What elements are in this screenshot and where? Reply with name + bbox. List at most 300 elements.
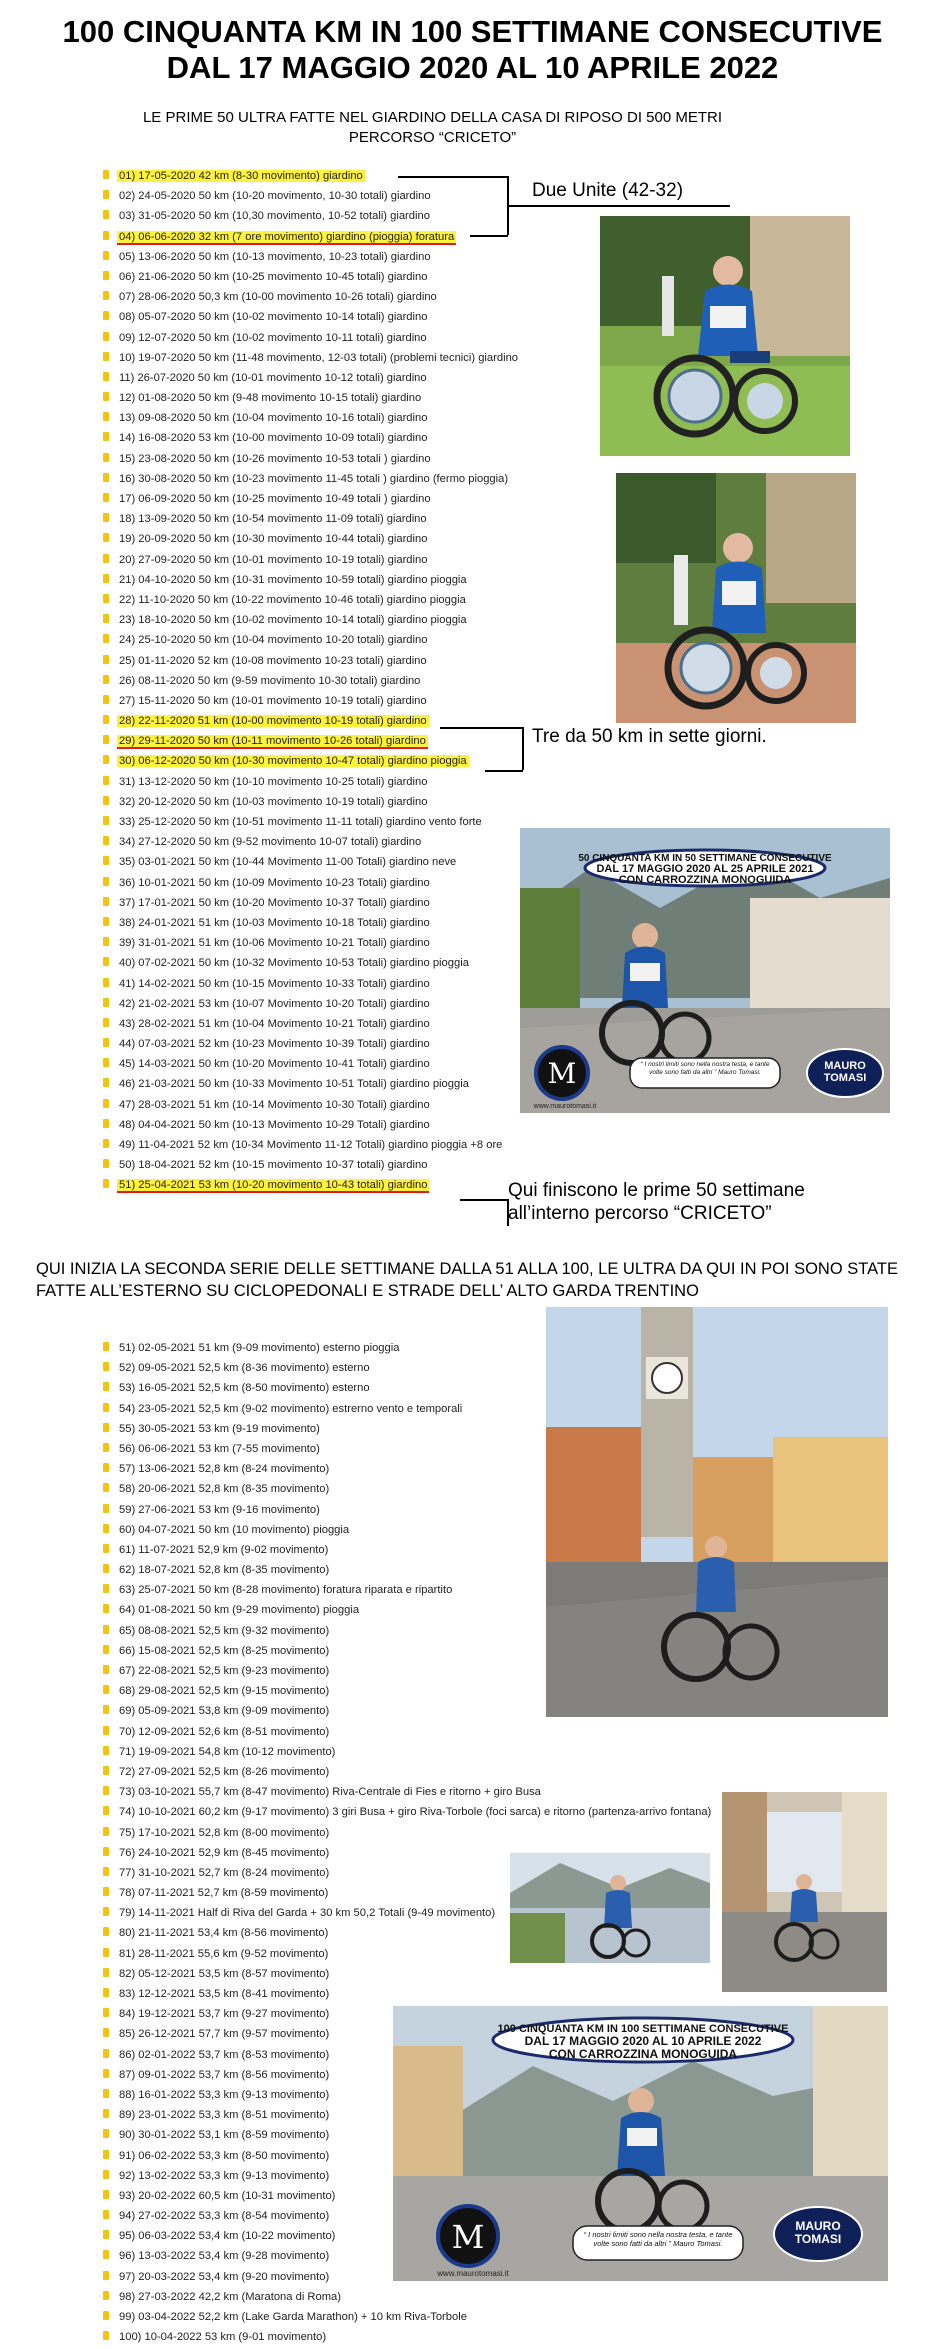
list-item-text: 71) 19-09-2021 54,8 km (10-12 movimento) bbox=[119, 1745, 336, 1758]
list-item-text: 72) 27-09-2021 52,5 km (8-26 movimento) bbox=[119, 1765, 330, 1778]
poster-2-url: www.maurotomasi.it bbox=[437, 2269, 509, 2278]
bullet-marker-icon bbox=[103, 453, 109, 462]
list-item bbox=[103, 2327, 713, 2347]
list-item-text: 100) 10-04-2022 53 km (9-01 movimento) bbox=[119, 2331, 327, 2344]
list-item-text: 98) 27-03-2022 42,2 km (Maratona di Roma) bbox=[119, 2290, 341, 2303]
poster-1-line-3: CON CARROZZINA MONOGUIDA bbox=[618, 874, 792, 886]
bullet-marker-icon bbox=[103, 2230, 109, 2239]
bullet-marker-icon bbox=[103, 2008, 109, 2017]
connector-line bbox=[470, 235, 508, 237]
list-item bbox=[103, 852, 520, 872]
list-item-text: 49) 11-04-2021 52 km (10-34 Movimento 11-12 Totali) giardino pioggia +8 ore bbox=[119, 1139, 503, 1151]
list-item-text: 90) 30-01-2022 53,1 km (8-59 movimento) bbox=[119, 2129, 330, 2142]
list-item-text: 06) 21-06-2020 50 km (10-25 movimento 10-45 totali) giardino bbox=[119, 270, 428, 283]
list-item bbox=[103, 832, 520, 852]
list-item bbox=[103, 1014, 520, 1034]
bullet-marker-icon bbox=[103, 1382, 109, 1391]
bullet-marker-icon bbox=[103, 957, 109, 966]
list-item bbox=[103, 933, 520, 953]
list-item bbox=[103, 1115, 520, 1135]
list-item-text: 51) 02-05-2021 51 km (9-09 movimento) esterno pioggia bbox=[119, 1342, 400, 1354]
bullet-marker-icon bbox=[103, 392, 109, 401]
poster-1-line-1: 50 CINQUANTA KM IN 50 SETTIMANE CONSECUTIVE bbox=[578, 853, 832, 864]
bullet-marker-icon bbox=[103, 735, 109, 744]
list-item-text: 40) 07-02-2021 50 km (10-32 Movimento 10-53 Totali) giardino pioggia bbox=[119, 957, 469, 970]
list-item bbox=[103, 1964, 713, 1984]
bullet-marker-icon bbox=[103, 1584, 109, 1593]
list-item bbox=[103, 368, 520, 388]
list-item bbox=[103, 893, 520, 913]
list-item bbox=[103, 2307, 713, 2327]
bullet-marker-icon bbox=[103, 2210, 109, 2219]
bullet-marker-icon bbox=[103, 836, 109, 845]
bullet-marker-icon bbox=[103, 1159, 109, 1168]
list-item-text: 35) 03-01-2021 50 km (10-44 Movimento 11-00 Totali) giardino neve bbox=[119, 856, 457, 869]
annotation-qui-finiscono-2: all’interno percorso “CRICETO” bbox=[508, 1203, 772, 1224]
bullet-marker-icon bbox=[103, 231, 109, 240]
poster-2-quote: “ I nostri limiti sono nella nostra testa, e tante volte sono fatti da altri ” Mauro Tomasi. bbox=[583, 2230, 733, 2248]
bullet-marker-icon bbox=[103, 1927, 109, 1936]
list-item bbox=[103, 751, 520, 771]
list-item-text: 55) 30-05-2021 53 km (9-19 movimento) bbox=[119, 1422, 320, 1435]
bullet-marker-icon bbox=[103, 1887, 109, 1896]
list-item-text: 01) 17-05-2020 42 km (8-30 movimento) giardino bbox=[119, 170, 363, 182]
list-item-text: 78) 07-11-2021 52,7 km (8-59 movimento) bbox=[119, 1887, 329, 1900]
list-item-text: 96) 13-03-2022 53,4 km (9-28 movimento) bbox=[119, 2250, 330, 2263]
connector-line bbox=[485, 770, 523, 772]
bullet-marker-icon bbox=[103, 755, 109, 764]
list-item bbox=[103, 873, 520, 893]
annotation-tre-da-50: Tre da 50 km in sette giorni. bbox=[532, 726, 767, 747]
list-item-text: 50) 18-04-2021 52 km (10-15 movimento 10-37 totali) giardino bbox=[119, 1159, 428, 1172]
connector-line bbox=[460, 1199, 507, 1201]
photo-garden-wheelchair-2 bbox=[616, 473, 856, 723]
list-item-text: 77) 31-10-2021 52,7 km (8-24 movimento) bbox=[119, 1866, 330, 1879]
list-item bbox=[103, 630, 520, 650]
bullet-marker-icon bbox=[103, 1524, 109, 1533]
list-item-text: 11) 26-07-2020 50 km (10-01 movimento 10-12 totali) giardino bbox=[119, 371, 427, 384]
list-item-text: 43) 28-02-2021 51 km (10-04 Movimento 10-21 Totali) giardino bbox=[119, 1017, 430, 1030]
bullet-marker-icon bbox=[103, 715, 109, 724]
bullet-marker-icon bbox=[103, 1968, 109, 1977]
list-item-text: 52) 09-05-2021 52,5 km (8-36 movimento) esterno bbox=[119, 1362, 370, 1375]
list-item bbox=[103, 287, 520, 307]
bullet-marker-icon bbox=[103, 1705, 109, 1714]
list-item-text: 12) 01-08-2020 50 km (9-48 movimento 10-15 totali) giardino bbox=[119, 392, 422, 405]
list-item-text: 42) 21-02-2021 53 km (10-07 Movimento 10-20 Totali) giardino bbox=[119, 997, 430, 1010]
connector-line bbox=[508, 205, 730, 207]
bullet-marker-icon bbox=[103, 856, 109, 865]
list-item-text: 65) 08-08-2021 52,5 km (9-32 movimento) bbox=[119, 1624, 330, 1637]
list-item-text: 53) 16-05-2021 52,5 km (8-50 movimento) esterno bbox=[119, 1382, 370, 1395]
bullet-marker-icon bbox=[103, 372, 109, 381]
list-item-text: 81) 28-11-2021 55,6 km (9-52 movimento) bbox=[119, 1947, 329, 1960]
bullet-marker-icon bbox=[103, 2331, 109, 2340]
bullet-marker-icon bbox=[103, 675, 109, 684]
list-item-text: 57) 13-06-2021 52,8 km (8-24 movimento) bbox=[119, 1463, 330, 1476]
list-item bbox=[103, 1054, 520, 1074]
bullet-marker-icon bbox=[103, 634, 109, 643]
list-item-text: 74) 10-10-2021 60,2 km (9-17 movimento) 3 giri Busa + giro Riva-Torbole (foci sarca) e ritorno (partenza-arrivo fontana) bbox=[119, 1806, 712, 1819]
poster-1-quote: “ I nostri limiti sono nella nostra testa, e tante volte sono fatti da altri ” Mauro Tomasi. bbox=[640, 1061, 770, 1076]
list-item-text: 46) 21-03-2021 50 km (10-33 Movimento 10-51 Totali) giardino pioggia bbox=[119, 1078, 469, 1091]
list-item-text: 75) 17-10-2021 52,8 km (8-00 movimento) bbox=[119, 1826, 330, 1839]
list-item-text: 07) 28-06-2020 50,3 km (10-00 movimento 10-26 totali) giardino bbox=[119, 291, 437, 304]
list-item-text: 09) 12-07-2020 50 km (10-02 movimento 10-11 totali) giardino bbox=[119, 331, 427, 344]
list-item-text: 60) 04-07-2021 50 km (10 movimento) pioggia bbox=[119, 1523, 350, 1536]
bullet-marker-icon bbox=[103, 1726, 109, 1735]
list-item-text: 94) 27-02-2022 53,3 km (8-54 movimento) bbox=[119, 2210, 330, 2223]
list-item bbox=[103, 1823, 713, 1843]
list-item bbox=[103, 1742, 713, 1762]
bullet-marker-icon bbox=[103, 190, 109, 199]
list-item-text: 54) 23-05-2021 52,5 km (9-02 movimento) estrerno vento e temporali bbox=[119, 1402, 463, 1415]
list-item-text: 69) 05-09-2021 53,8 km (9-09 movimento) bbox=[119, 1705, 330, 1718]
list-item bbox=[103, 731, 520, 751]
bullet-marker-icon bbox=[103, 473, 109, 482]
list-item bbox=[103, 1722, 713, 1742]
poster-1-line-2: DAL 17 MAGGIO 2020 AL 25 APRILE 2021 bbox=[596, 863, 814, 875]
list-item bbox=[103, 1762, 713, 1782]
list-item bbox=[103, 186, 520, 206]
bullet-marker-icon bbox=[103, 2069, 109, 2078]
list-item bbox=[103, 1802, 713, 1822]
list-item-text: 97) 20-03-2022 53,4 km (9-20 movimento) bbox=[119, 2270, 330, 2283]
bullet-marker-icon bbox=[103, 1483, 109, 1492]
list-item-text: 95) 06-03-2022 53,4 km (10-22 movimento) bbox=[119, 2230, 336, 2243]
bullet-marker-icon bbox=[103, 1645, 109, 1654]
list-item-text: 80) 21-11-2021 53,4 km (8-56 movimento) bbox=[119, 1927, 329, 1940]
bullet-marker-icon bbox=[103, 2271, 109, 2280]
list-item-text: 13) 09-08-2020 50 km (10-04 movimento 10-16 totali) giardino bbox=[119, 412, 428, 425]
logo-m-icon: M bbox=[451, 2218, 485, 2256]
list-item-text: 56) 06-06-2021 53 km (7-55 movimento) bbox=[119, 1442, 320, 1455]
list-item-text: 59) 27-06-2021 53 km (9-16 movimento) bbox=[119, 1503, 320, 1516]
list-item-text: 19) 20-09-2020 50 km (10-30 movimento 10-44 totali) giardino bbox=[119, 533, 428, 546]
list-item-text: 38) 24-01-2021 51 km (10-03 Movimento 10-18 Totali) giardino bbox=[119, 916, 430, 929]
bullet-marker-icon bbox=[103, 412, 109, 421]
list-item-text: 85) 26-12-2021 57,7 km (9-57 movimento) bbox=[119, 2028, 330, 2041]
list-item-text: 83) 12-12-2021 53,5 km (8-41 movimento) bbox=[119, 1988, 330, 2000]
list-item-text: 10) 19-07-2020 50 km (11-48 movimento, 12-03 totali) (problemi tecnici) giardino bbox=[119, 351, 519, 364]
list-item bbox=[103, 227, 520, 247]
list-item-text: 68) 29-08-2021 52,5 km (9-15 movimento) bbox=[119, 1685, 330, 1698]
list-item-text: 62) 18-07-2021 52,8 km (8-35 movimento) bbox=[119, 1564, 330, 1577]
bullet-marker-icon bbox=[103, 1179, 109, 1188]
list-item-text: 21) 04-10-2020 50 km (10-31 movimento 10-59 totali) giardino pioggia bbox=[119, 573, 467, 586]
list-item bbox=[103, 247, 520, 267]
list-item-text: 99) 03-04-2022 52,2 km (Lake Garda Marathon) + 10 km Riva-Torbole bbox=[119, 2311, 467, 2323]
list-item bbox=[103, 1034, 520, 1054]
list-item-text: 22) 11-10-2020 50 km (10-22 movimento 10-46 totali) giardino pioggia bbox=[119, 593, 466, 606]
bullet-marker-icon bbox=[103, 1625, 109, 1634]
bullet-marker-icon bbox=[103, 1786, 109, 1795]
bullet-marker-icon bbox=[103, 1119, 109, 1128]
poster-2-logo: MAURO TOMASI bbox=[794, 2220, 842, 2246]
bullet-marker-icon bbox=[103, 1604, 109, 1613]
list-item-text: 33) 25-12-2020 50 km (10-51 movimento 11-11 totali) giardino vento forte bbox=[119, 816, 482, 828]
list-item bbox=[103, 267, 520, 287]
bullet-marker-icon bbox=[103, 776, 109, 785]
list-item-text: 31) 13-12-2020 50 km (10-10 movimento 10-25 totali) giardino bbox=[119, 775, 428, 788]
photo-riva-piazza-tower bbox=[546, 1307, 888, 1717]
list-item-text: 20) 27-09-2020 50 km (10-01 movimento 10-19 totali) giardino bbox=[119, 553, 428, 566]
first-series-list bbox=[103, 166, 520, 1196]
list-item bbox=[103, 953, 520, 973]
list-item-text: 02) 24-05-2020 50 km (10-20 movimento, 10-30 totali) giardino bbox=[119, 190, 431, 203]
bullet-marker-icon bbox=[103, 210, 109, 219]
section-2-heading: QUI INIZIA LA SECONDA SERIE DELLE SETTIMANE DALLA 51 ALLA 100, LE ULTRA DA QUI IN POI SONO STATE FATTE ALL’ESTERNO SU CICLOPEDONALI E STRADE DELL’ ALTO GARDA TRENTINO bbox=[36, 1260, 898, 1300]
poster-50-settimane bbox=[520, 828, 890, 1113]
bullet-marker-icon bbox=[103, 1058, 109, 1067]
list-item bbox=[103, 489, 520, 509]
list-item bbox=[103, 1175, 520, 1195]
list-item-text: 15) 23-08-2020 50 km (10-26 movimento 10-53 totali ) giardino bbox=[119, 452, 431, 465]
list-item-text: 34) 27-12-2020 50 km (9-52 movimento 10-07 totali) giardino bbox=[119, 836, 422, 849]
bullet-marker-icon bbox=[103, 796, 109, 805]
list-item-text: 45) 14-03-2021 50 km (10-20 Movimento 10-41 Totali) giardino bbox=[119, 1058, 430, 1071]
list-item bbox=[103, 550, 520, 570]
bullet-marker-icon bbox=[103, 1504, 109, 1513]
list-item-text: 05) 13-06-2020 50 km (10-13 movimento, 10-23 totali) giardino bbox=[119, 250, 431, 263]
bullet-marker-icon bbox=[103, 655, 109, 664]
bullet-marker-icon bbox=[103, 1423, 109, 1432]
bullet-marker-icon bbox=[103, 978, 109, 987]
bullet-marker-icon bbox=[103, 1806, 109, 1815]
bullet-marker-icon bbox=[103, 574, 109, 583]
list-item-text: 84) 19-12-2021 53,7 km (9-27 movimento) bbox=[119, 2008, 330, 2021]
list-item bbox=[103, 792, 520, 812]
bullet-marker-icon bbox=[103, 2311, 109, 2320]
list-item bbox=[103, 469, 520, 489]
poster-100-settimane bbox=[393, 2006, 888, 2281]
bullet-marker-icon bbox=[103, 897, 109, 906]
photo-garden-wheelchair-1 bbox=[600, 216, 850, 456]
bullet-marker-icon bbox=[103, 271, 109, 280]
list-item bbox=[103, 529, 520, 549]
photo-lake-wheelchair bbox=[510, 1853, 710, 1963]
list-item-text: 26) 08-11-2020 50 km (9-59 movimento 10-30 totali) giardino bbox=[119, 674, 421, 687]
list-item bbox=[103, 913, 520, 933]
list-item-text: 32) 20-12-2020 50 km (10-03 movimento 10-19 totali) giardino bbox=[119, 795, 428, 808]
bullet-marker-icon bbox=[103, 1139, 109, 1148]
bullet-marker-icon bbox=[103, 1099, 109, 1108]
list-item-text: 91) 06-02-2022 53,3 km (8-50 movimento) bbox=[119, 2149, 330, 2162]
list-item-text: 86) 02-01-2022 53,7 km (8-53 movimento) bbox=[119, 2048, 330, 2061]
list-item-text: 51) 25-04-2021 53 km (10-20 movimento 10-43 totali) giardino bbox=[119, 1179, 428, 1192]
connector-line bbox=[522, 727, 524, 770]
bullet-marker-icon bbox=[103, 332, 109, 341]
list-item-text: 76) 24-10-2021 52,9 km (8-45 movimento) bbox=[119, 1846, 330, 1859]
list-item-text: 41) 14-02-2021 50 km (10-15 Movimento 10-33 Totali) giardino bbox=[119, 977, 430, 990]
bullet-marker-icon bbox=[103, 533, 109, 542]
poster-2-line-1: 100 CINQUANTA KM IN 100 SETTIMANE CONSECUTIVE bbox=[497, 2023, 789, 2035]
list-item-text: 92) 13-02-2022 53,3 km (9-13 movimento) bbox=[119, 2169, 330, 2182]
bullet-marker-icon bbox=[103, 493, 109, 502]
list-item bbox=[103, 994, 520, 1014]
bullet-marker-icon bbox=[103, 311, 109, 320]
list-item bbox=[103, 1074, 520, 1094]
bullet-marker-icon bbox=[103, 170, 109, 179]
bullet-marker-icon bbox=[103, 1988, 109, 1997]
bullet-marker-icon bbox=[103, 513, 109, 522]
bullet-marker-icon bbox=[103, 1948, 109, 1957]
list-item-text: 16) 30-08-2020 50 km (10-23 movimento 11-45 totali ) giardino (fermo pioggia) bbox=[119, 472, 509, 485]
list-item-text: 93) 20-02-2022 60,5 km (10-31 movimento) bbox=[119, 2189, 336, 2202]
bullet-marker-icon bbox=[103, 1564, 109, 1573]
list-item bbox=[103, 428, 520, 448]
page-title-line-1: 100 CINQUANTA KM IN 100 SETTIMANE CONSECUTIVE bbox=[62, 14, 883, 49]
bullet-marker-icon bbox=[103, 1746, 109, 1755]
connector-line bbox=[398, 176, 508, 178]
list-item-text: 70) 12-09-2021 52,6 km (8-51 movimento) bbox=[119, 1725, 330, 1738]
list-item-text: 36) 10-01-2021 50 km (10-09 Movimento 10-23 Totali) giardino bbox=[119, 876, 430, 889]
list-item bbox=[103, 1135, 520, 1155]
list-item-text: 73) 03-10-2021 55,7 km (8-47 movimento) Riva-Centrale di Fies e ritorno + giro Busa bbox=[119, 1786, 541, 1799]
list-item-text: 87) 09-01-2022 53,7 km (8-56 movimento) bbox=[119, 2068, 330, 2081]
poster-2-line-3: CON CARROZZINA MONOGUIDA bbox=[548, 2047, 738, 2061]
list-item bbox=[103, 328, 520, 348]
list-item-text: 08) 05-07-2020 50 km (10-02 movimento 10-14 totali) giardino bbox=[119, 311, 428, 324]
list-item-text: 61) 11-07-2021 52,9 km (9-02 movimento) bbox=[119, 1543, 329, 1556]
list-item-text: 28) 22-11-2020 51 km (10-00 movimento 10-19 totali) giardino bbox=[119, 715, 427, 728]
bullet-marker-icon bbox=[103, 2150, 109, 2159]
list-item-text: 48) 04-04-2021 50 km (10-13 Movimento 10-29 Totali) giardino bbox=[119, 1118, 430, 1131]
list-item-text: 89) 23-01-2022 53,3 km (8-51 movimento) bbox=[119, 2109, 330, 2122]
bullet-marker-icon bbox=[103, 2028, 109, 2037]
bullet-marker-icon bbox=[103, 1544, 109, 1553]
list-item-text: 82) 05-12-2021 53,5 km (8-57 movimento) bbox=[119, 1967, 330, 1980]
poster-1-url: www.maurotomasi.it bbox=[533, 1103, 597, 1110]
poster-2-line-2: DAL 17 MAGGIO 2020 AL 10 APRILE 2022 bbox=[524, 2034, 762, 2048]
bullet-marker-icon bbox=[103, 2190, 109, 2199]
list-item-text: 30) 06-12-2020 50 km (10-30 movimento 10-47 totali) giardino pioggia bbox=[119, 755, 467, 768]
bullet-marker-icon bbox=[103, 291, 109, 300]
list-item-text: 58) 20-06-2021 52,8 km (8-35 movimento) bbox=[119, 1483, 330, 1496]
page-title-line-2: DAL 17 MAGGIO 2020 AL 10 APRILE 2022 bbox=[166, 50, 779, 85]
list-item-text: 25) 01-11-2020 52 km (10-08 movimento 10-23 totali) giardino bbox=[119, 654, 427, 667]
list-item bbox=[103, 590, 520, 610]
list-item bbox=[103, 1155, 520, 1175]
list-item bbox=[103, 348, 520, 368]
list-item bbox=[103, 206, 520, 226]
bullet-marker-icon bbox=[103, 594, 109, 603]
bullet-marker-icon bbox=[103, 1665, 109, 1674]
bullet-marker-icon bbox=[103, 1766, 109, 1775]
list-item-text: 24) 25-10-2020 50 km (10-04 movimento 10-20 totali) giardino bbox=[119, 634, 428, 647]
bullet-marker-icon bbox=[103, 2089, 109, 2098]
list-item bbox=[103, 812, 520, 832]
list-item bbox=[103, 671, 520, 691]
list-item bbox=[103, 388, 520, 408]
bullet-marker-icon bbox=[103, 1907, 109, 1916]
subtitle-line-1: LE PRIME 50 ULTRA FATTE NEL GIARDINO DELLA CASA DI RIPOSO DI 500 METRI bbox=[142, 109, 723, 126]
bullet-marker-icon bbox=[103, 937, 109, 946]
bullet-marker-icon bbox=[103, 877, 109, 886]
bullet-marker-icon bbox=[103, 1463, 109, 1472]
list-item-text: 63) 25-07-2021 50 km (8-28 movimento) foratura riparata e ripartito bbox=[119, 1584, 453, 1597]
list-item bbox=[103, 772, 520, 792]
bullet-marker-icon bbox=[103, 2049, 109, 2058]
bullet-marker-icon bbox=[103, 554, 109, 563]
bullet-marker-icon bbox=[103, 2129, 109, 2138]
bullet-marker-icon bbox=[103, 1078, 109, 1087]
list-item-text: 14) 16-08-2020 53 km (10-00 movimento 10-09 totali) giardino bbox=[119, 432, 428, 445]
bullet-marker-icon bbox=[103, 251, 109, 260]
list-item-text: 17) 06-09-2020 50 km (10-25 movimento 10-49 totali ) giardino bbox=[119, 493, 431, 505]
list-item-text: 03) 31-05-2020 50 km (10,30 movimento, 10-52 totali) giardino bbox=[119, 210, 430, 223]
poster-1-logo: MAURO TOMASI bbox=[823, 1060, 867, 1084]
list-item bbox=[103, 570, 520, 590]
list-item bbox=[103, 307, 520, 327]
photo-street-wheelchair bbox=[722, 1792, 887, 1992]
list-item-text: 47) 28-03-2021 51 km (10-14 Movimento 10-30 Totali) giardino bbox=[119, 1098, 430, 1111]
list-item bbox=[103, 1095, 520, 1115]
list-item-text: 64) 01-08-2021 50 km (9-29 movimento) pioggia bbox=[119, 1604, 360, 1617]
connector-line bbox=[440, 727, 523, 729]
annotation-due-unite: Due Unite (42-32) bbox=[532, 180, 684, 201]
list-item bbox=[103, 691, 520, 711]
bullet-marker-icon bbox=[103, 1847, 109, 1856]
bullet-marker-icon bbox=[103, 917, 109, 926]
list-item bbox=[103, 449, 520, 469]
bullet-marker-icon bbox=[103, 998, 109, 1007]
list-item-text: 23) 18-10-2020 50 km (10-02 movimento 10-14 totali) giardino pioggia bbox=[119, 614, 467, 627]
bullet-marker-icon bbox=[103, 2109, 109, 2118]
bullet-marker-icon bbox=[103, 2291, 109, 2300]
list-item bbox=[103, 651, 520, 671]
bullet-marker-icon bbox=[103, 1018, 109, 1027]
list-item-text: 27) 15-11-2020 50 km (10-01 movimento 10-19 totali) giardino bbox=[119, 694, 427, 707]
list-item bbox=[103, 1984, 713, 2004]
bullet-marker-icon bbox=[103, 1038, 109, 1047]
bullet-marker-icon bbox=[103, 1685, 109, 1694]
bullet-marker-icon bbox=[103, 2250, 109, 2259]
bullet-marker-icon bbox=[103, 695, 109, 704]
subtitle-line-2: PERCORSO “CRICETO” bbox=[348, 129, 517, 146]
list-item bbox=[103, 1782, 713, 1802]
bullet-marker-icon bbox=[103, 1403, 109, 1412]
list-item bbox=[103, 610, 520, 630]
bullet-marker-icon bbox=[103, 1342, 109, 1351]
bullet-marker-icon bbox=[103, 1443, 109, 1452]
list-item bbox=[103, 509, 520, 529]
list-item-text: 67) 22-08-2021 52,5 km (9-23 movimento) bbox=[119, 1665, 330, 1677]
bullet-marker-icon bbox=[103, 816, 109, 825]
list-item-text: 39) 31-01-2021 51 km (10-06 Movimento 10-21 Totali) giardino bbox=[119, 937, 430, 950]
list-item-text: 04) 06-06-2020 32 km (7 ore movimento) giardino (pioggia) foratura bbox=[119, 230, 455, 243]
bullet-marker-icon bbox=[103, 614, 109, 623]
list-item-text: 44) 07-03-2021 52 km (10-23 Movimento 10-39 Totali) giardino bbox=[119, 1038, 430, 1051]
list-item bbox=[103, 974, 520, 994]
list-item-text: 79) 14-11-2021 Half di Riva del Garda + 30 km 50,2 Totali (9-49 movimento) bbox=[119, 1907, 496, 1920]
logo-m-icon: M bbox=[547, 1057, 577, 1090]
bullet-marker-icon bbox=[103, 2170, 109, 2179]
list-item-text: 88) 16-01-2022 53,3 km (9-13 movimento) bbox=[119, 2088, 330, 2101]
list-item bbox=[103, 2287, 713, 2307]
bullet-marker-icon bbox=[103, 352, 109, 361]
bullet-marker-icon bbox=[103, 1867, 109, 1876]
list-item-text: 18) 13-09-2020 50 km (10-54 movimento 11-09 totali) giardino bbox=[119, 513, 427, 526]
list-item bbox=[103, 408, 520, 428]
bullet-marker-icon bbox=[103, 1362, 109, 1371]
bullet-marker-icon bbox=[103, 432, 109, 441]
bullet-marker-icon bbox=[103, 1827, 109, 1836]
list-item-text: 66) 15-08-2021 52,5 km (8-25 movimento) bbox=[119, 1644, 330, 1657]
list-item-text: 37) 17-01-2021 50 km (10-20 Movimento 10-37 Totali) giardino bbox=[119, 896, 430, 909]
annotation-qui-finiscono-1: Qui finiscono le prime 50 settimane bbox=[508, 1180, 805, 1201]
list-item-text: 29) 29-11-2020 50 km (10-11 movimento 10-26 totali) giardino bbox=[119, 735, 426, 748]
